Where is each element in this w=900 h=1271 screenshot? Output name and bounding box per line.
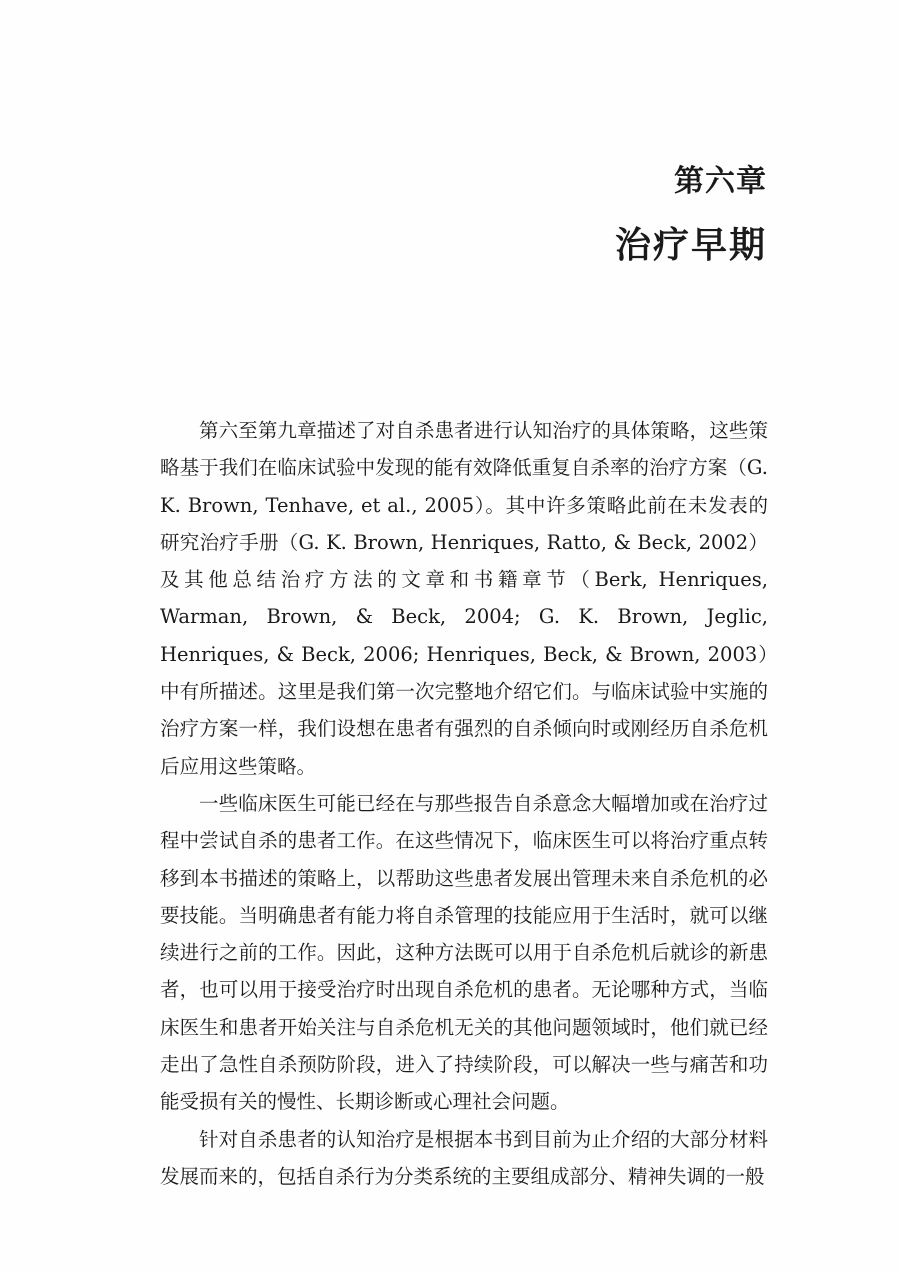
paragraph: 一些临床医生可能已经在与那些报告自杀意念大幅增加或在治疗过程中尝试自杀的患者工作。在这些情况下，临床医生可以将治疗重点转移到本书描述的策略上，以帮助这些患者发展出管理未来自杀危机的必要技能。当明确患者有能力将自杀管理的技能应用于生活时，就可以继续进行之前的工作。因此，这种方法既可以用于自杀危机后就诊的新患者，也可以用于接受治疗时出现自杀危机的患者。无论哪种方式，当临床医生和患者开始关注与自杀危机无关的其他问题领域时，他们就已经走出了急性自杀预防阶段，进入了持续阶段，可以解决一些与痛苦和功能受损有关的慢性、长期诊断或心理社会问题。 xyxy=(160,791,768,1114)
chapter-number: 第六章 xyxy=(674,164,767,199)
chapter-title: 治疗早期 xyxy=(614,225,767,266)
chapter-header xyxy=(615,163,767,269)
body-text xyxy=(160,412,768,1195)
paragraph: 针对自杀患者的认知治疗是根据本书到目前为止介绍的大部分材料发展而来的，包括自杀行为分类系统的主要组成部分、精神失调的一般 xyxy=(160,1127,768,1188)
paragraph: 第六至第九章描述了对自杀患者进行认知治疗的具体策略，这些策略基于我们在临床试验中发现的能有效降低重复自杀率的治疗方案（G. K. Brown, Tenhave, et al., 2005）。其中许多策略此前在未发表的研究治疗手册（G. K. Brown, Henriques, Ratto, & Beck, 2002）及其他总结治疗方法的文章和书籍章节（Berk, Henriques, Warman, Brown, & Beck, 2004; G. K. Brown, Jeglic, Henriques, & Beck, 2006; Henriques, Beck, & Brown, 2003）中有所描述。这里是我们第一次完整地介绍它们。与临床试验中实施的治疗方案一样，我们设想在患者有强烈的自杀倾向时或刚经历自杀危机后应用这些策略。 xyxy=(160,419,768,778)
